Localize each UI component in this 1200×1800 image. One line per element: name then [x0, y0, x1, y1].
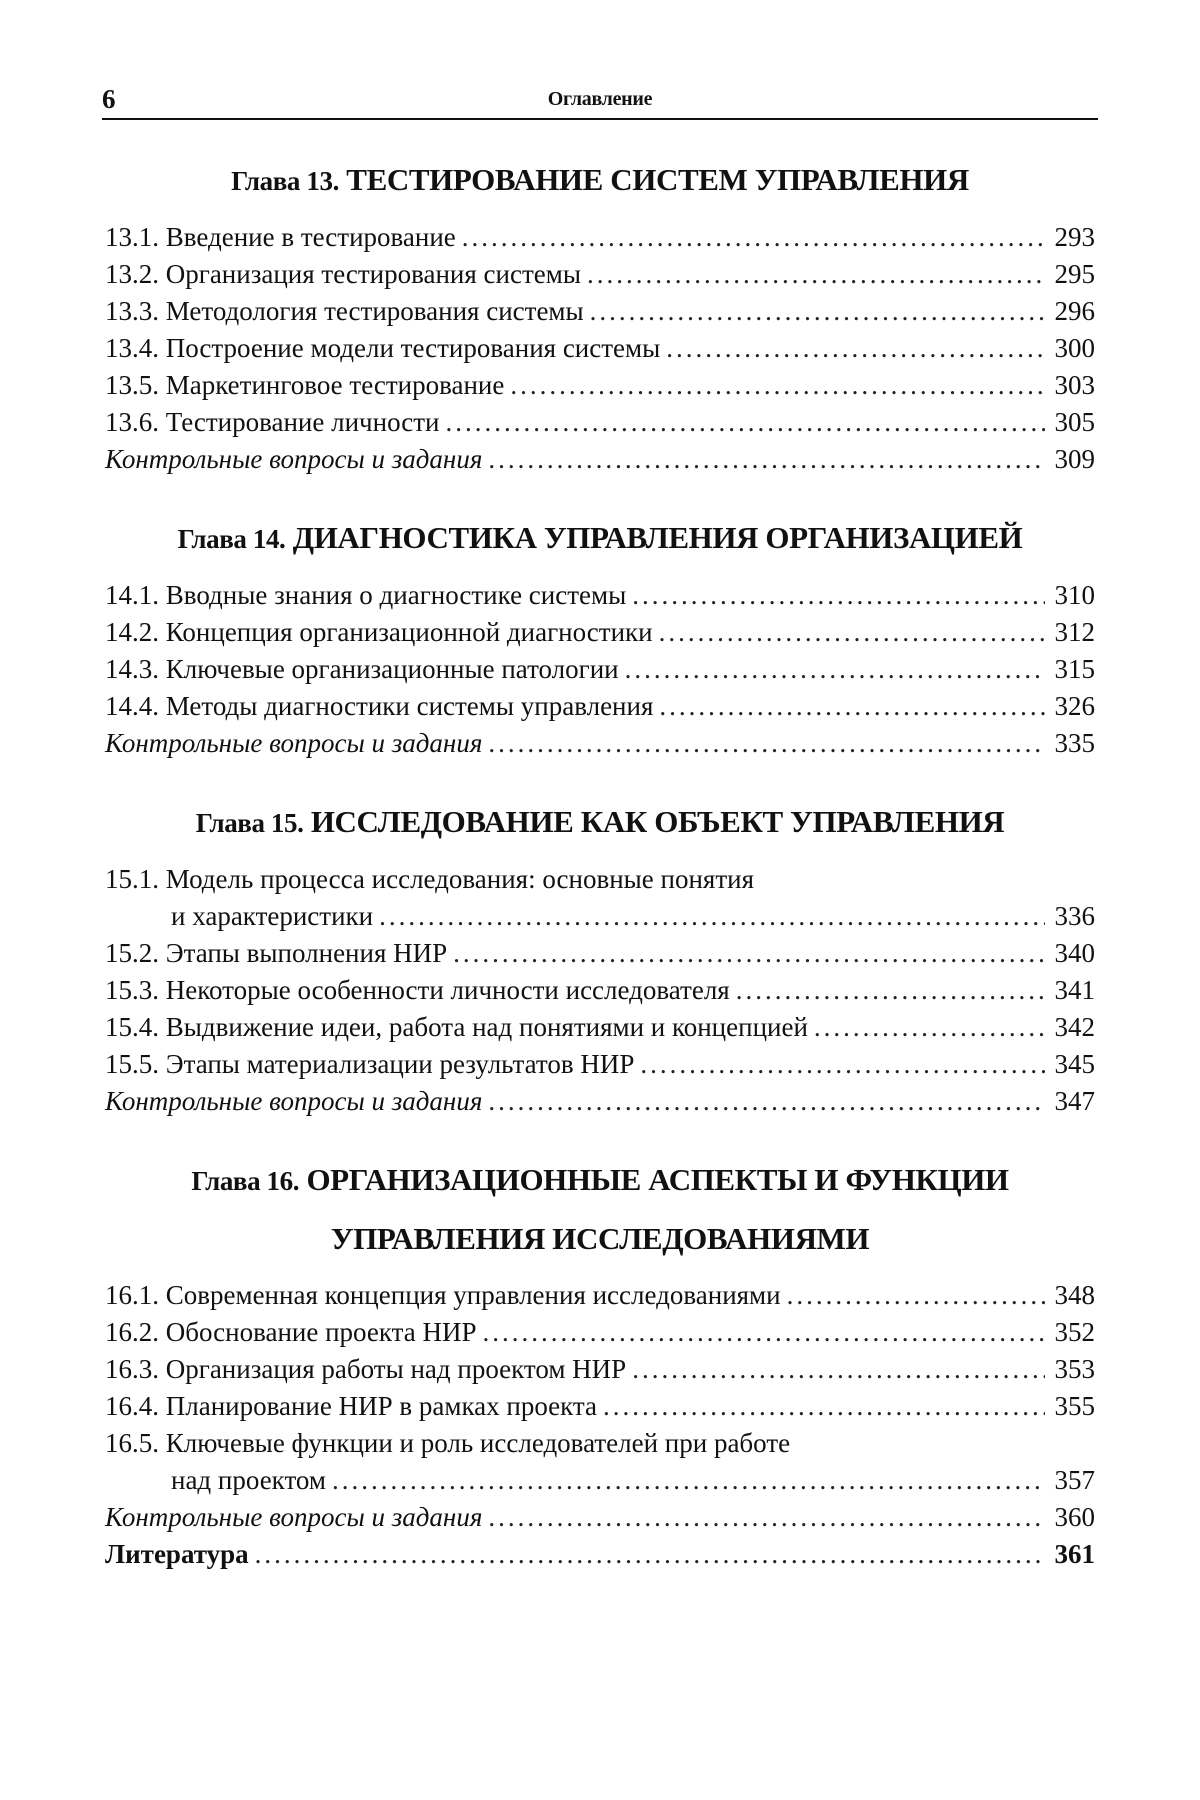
- toc-entry-title: Методология тестирования системы: [165, 296, 584, 326]
- toc-entry-number: 15.1.: [105, 864, 159, 894]
- toc-entry-number: 16.5.: [105, 1428, 159, 1458]
- toc-entry-text: [105, 219, 456, 256]
- toc-entry-number: 14.1.: [105, 580, 159, 610]
- toc-page-number: 341: [1054, 975, 1095, 1005]
- toc-entry: [105, 577, 1095, 614]
- chapter-section: [105, 1160, 1095, 1573]
- chapter-label: Глава 15.: [195, 808, 304, 838]
- toc-entry-number: 15.5.: [105, 1049, 159, 1079]
- dot-leader: [453, 935, 1045, 972]
- chapter-title: [105, 1160, 1095, 1201]
- toc-page-number: 305: [1054, 407, 1095, 437]
- toc-entry-text: [105, 330, 660, 367]
- toc-entry-text: [105, 1009, 808, 1046]
- toc-entry-title: Этапы выполнения НИР: [165, 938, 448, 968]
- chapter-title-text: ТЕСТИРОВАНИЕ СИСТЕМ УПРАВЛЕНИЯ: [346, 162, 969, 197]
- dot-leader: [445, 404, 1045, 441]
- toc-entry-title: Модель процесса исследования: основные понятия: [165, 864, 755, 894]
- toc-entry-text: [105, 1388, 597, 1425]
- toc-page-number: 348: [1054, 1280, 1095, 1310]
- toc-page-number: 347: [1054, 1086, 1095, 1116]
- toc-entry: [105, 1009, 1095, 1046]
- toc-entry-text: [105, 1277, 781, 1314]
- dot-leader: [632, 577, 1045, 614]
- toc-entry: [105, 1351, 1095, 1388]
- toc-entry-title: Выдвижение идеи, работа над понятиями и концепцией: [165, 1012, 808, 1042]
- toc-entry: [105, 935, 1095, 972]
- toc-page-number: 352: [1054, 1317, 1095, 1347]
- table-of-contents: [105, 160, 1095, 1573]
- toc-entry-number: 13.3.: [105, 296, 159, 326]
- dot-leader: [510, 367, 1045, 404]
- toc-entry-title: Концепция организационной диагностики: [165, 617, 653, 647]
- toc-entry: [105, 614, 1095, 651]
- toc-entry: [105, 330, 1095, 367]
- toc-entry-number: 13.2.: [105, 259, 159, 289]
- toc-entry: [105, 367, 1095, 404]
- toc-entry-title: Планирование НИР в рамках проекта: [165, 1391, 598, 1421]
- toc-entry-text: [105, 256, 581, 293]
- dot-leader: [590, 293, 1045, 330]
- toc-entry-text: [105, 1351, 626, 1388]
- toc-entry-title: Современная концепция управления исследованиями: [165, 1280, 781, 1310]
- toc-entry-number: 15.3.: [105, 975, 159, 1005]
- toc-entry: [105, 651, 1095, 688]
- dot-leader: [625, 651, 1045, 688]
- toc-entry-title: Ключевые функции и роль исследователей при работе: [165, 1428, 791, 1458]
- toc-entry-number: 13.4.: [105, 333, 159, 363]
- dot-leader: [666, 330, 1045, 367]
- toc-page-number: 353: [1054, 1354, 1095, 1384]
- toc-entry: [105, 404, 1095, 441]
- chapter-title-text: ИССЛЕДОВАНИЕ КАК ОБЪЕКТ УПРАВЛЕНИЯ: [310, 804, 1005, 839]
- toc-entry: [105, 1462, 1095, 1499]
- toc-entry-text: [105, 725, 482, 762]
- toc-entry-title-continued: и характеристики: [171, 901, 374, 931]
- toc-entry-text: [105, 1499, 482, 1536]
- toc-entry-title: Организация тестирования системы: [165, 259, 581, 289]
- toc-page-number: 355: [1054, 1391, 1095, 1421]
- toc-entry-first-line: [105, 1425, 1095, 1462]
- toc-entry-title: Этапы материализации результатов НИР: [165, 1049, 635, 1079]
- toc-entry-text: [105, 441, 482, 478]
- dot-leader: [659, 688, 1045, 725]
- toc-entry: [105, 972, 1095, 1009]
- toc-entry-number: 15.2.: [105, 938, 159, 968]
- toc-entry: [105, 1388, 1095, 1425]
- toc-page-number: 345: [1054, 1049, 1095, 1079]
- dot-leader: [659, 614, 1045, 651]
- dot-leader: [488, 725, 1045, 762]
- literature-label: Литература: [105, 1539, 249, 1569]
- running-title: Оглавление: [547, 88, 653, 110]
- toc-entry-number: 13.1.: [105, 222, 159, 252]
- dot-leader: [379, 898, 1045, 935]
- dot-leader: [603, 1388, 1045, 1425]
- dot-leader: [814, 1009, 1045, 1046]
- toc-entry: [105, 293, 1095, 330]
- toc-entry-title: Организация работы над проектом НИР: [165, 1354, 627, 1384]
- chapter-title: [105, 802, 1095, 843]
- toc-entry: [105, 1046, 1095, 1083]
- toc-page-number: 340: [1054, 938, 1095, 968]
- toc-entry-title: Методы диагностики системы управления: [165, 691, 654, 721]
- toc-page-number: 303: [1054, 370, 1095, 400]
- toc-review-entry: [105, 1083, 1095, 1120]
- toc-entry-number: 13.5.: [105, 370, 159, 400]
- toc-entry-text: [105, 1083, 482, 1120]
- dot-leader: [462, 219, 1045, 256]
- toc-entry-number: 14.4.: [105, 691, 159, 721]
- toc-review-entry: [105, 725, 1095, 762]
- toc-entry-title: Тестирование личности: [165, 407, 440, 437]
- toc-entry: [105, 256, 1095, 293]
- toc-entry-text: [105, 404, 439, 441]
- toc-entry-number: 14.3.: [105, 654, 159, 684]
- toc-page-number: 336: [1054, 901, 1095, 931]
- toc-entry: [105, 1314, 1095, 1351]
- toc-page-number: 326: [1054, 691, 1095, 721]
- toc-entry-title: Обоснование проекта НИР: [165, 1317, 477, 1347]
- chapter-title-text: ОРГАНИЗАЦИОННЫЕ АСПЕКТЫ И ФУНКЦИИ: [306, 1162, 1009, 1197]
- toc-entry-title: Контрольные вопросы и задания: [105, 1502, 483, 1532]
- toc-page-number: 296: [1054, 296, 1095, 326]
- toc-entry-title: Контрольные вопросы и задания: [105, 1086, 483, 1116]
- toc-page-number: 293: [1054, 222, 1095, 252]
- chapter-section: [105, 160, 1095, 478]
- dot-leader: [255, 1536, 1045, 1573]
- toc-entry-text: [105, 293, 584, 330]
- toc-page-number: 312: [1054, 617, 1095, 647]
- toc-entry: [105, 219, 1095, 256]
- toc-entry-text: [105, 1314, 477, 1351]
- dot-leader: [640, 1046, 1045, 1083]
- dot-leader: [736, 972, 1045, 1009]
- chapter-section: [105, 518, 1095, 762]
- chapter-title-text: ДИАГНОСТИКА УПРАВЛЕНИЯ ОРГАНИЗАЦИЕЙ: [292, 520, 1023, 555]
- chapter-title: [105, 160, 1095, 201]
- toc-entry-title: Некоторые особенности личности исследователя: [165, 975, 730, 1005]
- toc-entry-text: [105, 972, 730, 1009]
- toc-entry-number: 15.4.: [105, 1012, 159, 1042]
- toc-page-number: 310: [1054, 580, 1095, 610]
- toc-entry-number: 13.6.: [105, 407, 159, 437]
- toc-entry-title: Вводные знания о диагностике системы: [165, 580, 627, 610]
- dot-leader: [787, 1277, 1045, 1314]
- toc-review-entry: [105, 1499, 1095, 1536]
- toc-entry-title: Введение в тестирование: [165, 222, 456, 252]
- toc-entry-title: Ключевые организационные патологии: [165, 654, 619, 684]
- dot-leader: [488, 1499, 1045, 1536]
- toc-entry-text: [105, 688, 653, 725]
- chapter-title: [105, 1219, 1095, 1259]
- toc-entry-first-line: [105, 861, 1095, 898]
- toc-page-number: 361: [1054, 1539, 1095, 1569]
- chapter-title-text: УПРАВЛЕНИЯ ИССЛЕДОВАНИЯМИ: [330, 1221, 870, 1256]
- dot-leader: [488, 1083, 1045, 1120]
- page-number: 6: [102, 84, 116, 114]
- toc-entry-text: [105, 935, 447, 972]
- chapter-label: Глава 14.: [177, 524, 286, 554]
- dot-leader: [587, 256, 1045, 293]
- toc-entry: [105, 688, 1095, 725]
- toc-page-number: 360: [1054, 1502, 1095, 1532]
- chapter-label: Глава 16.: [191, 1166, 300, 1196]
- toc-entry-title: Построение модели тестирования системы: [165, 333, 661, 363]
- dot-leader: [332, 1462, 1045, 1499]
- toc-page-number: 295: [1054, 259, 1095, 289]
- toc-entry-number: 16.3.: [105, 1354, 159, 1384]
- dot-leader: [483, 1314, 1045, 1351]
- toc-entry-text: [105, 651, 619, 688]
- toc-entry-text: [105, 577, 626, 614]
- toc-page-number: 335: [1054, 728, 1095, 758]
- toc-entry-text: [105, 367, 504, 404]
- toc-page-number: 342: [1054, 1012, 1095, 1042]
- toc-entry-number: 14.2.: [105, 617, 159, 647]
- toc-entry-title: Контрольные вопросы и задания: [105, 444, 483, 474]
- toc-review-entry: [105, 441, 1095, 478]
- toc-entry-number: 16.2.: [105, 1317, 159, 1347]
- chapter-title: [105, 518, 1095, 559]
- toc-literature-entry: [105, 1536, 1095, 1573]
- toc-entry: [105, 898, 1095, 935]
- dot-leader: [488, 441, 1045, 478]
- chapter-section: [105, 802, 1095, 1120]
- toc-page-number: 309: [1054, 444, 1095, 474]
- page-header: [102, 84, 1098, 120]
- toc-entry-title: Контрольные вопросы и задания: [105, 728, 483, 758]
- toc-entry: [105, 1277, 1095, 1314]
- toc-entry-text: [105, 614, 653, 651]
- toc-page-number: 300: [1054, 333, 1095, 363]
- toc-entry-title-continued: над проектом: [171, 1465, 326, 1495]
- toc-entry-text: [105, 1046, 634, 1083]
- toc-entry-number: 16.1.: [105, 1280, 159, 1310]
- toc-entry-number: 16.4.: [105, 1391, 159, 1421]
- toc-entry-title: Маркетинговое тестирование: [165, 370, 505, 400]
- toc-page-number: 357: [1054, 1465, 1095, 1495]
- toc-page-number: 315: [1054, 654, 1095, 684]
- chapter-label: Глава 13.: [231, 166, 339, 196]
- dot-leader: [632, 1351, 1045, 1388]
